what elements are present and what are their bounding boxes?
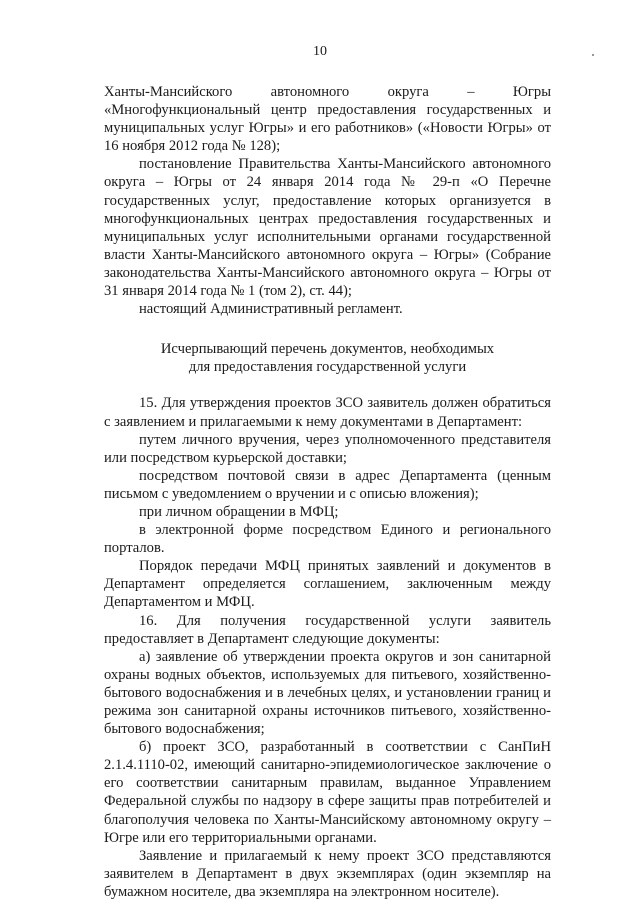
paragraph-16: 16. Для получения государственной услуги заявитель предоставляет в Департамент следующие документы: (104, 612, 551, 647)
section-heading-line-2: для предоставления государственной услуги (188, 359, 467, 376)
paragraph-personal-delivery: путем личного вручения, через уполномоченного представителя или посредством курьерской доставки; (104, 431, 551, 466)
page-number: 10 (313, 44, 327, 59)
paragraph-item-b: б) проект ЗСО, разработанный в соответствии с СанПиН 2.1.4.1110-02, имеющий санитарно-эпидемиологическое заключение о его соответствии санитарным правилам, выданное Управлением Федеральной службы по надзору в сфере защиты прав потребителей и благополучия человека по Ханты-Мансийскому автономному округу – Югре или его территориальными органами. (104, 739, 551, 846)
paragraph-item-a: а) заявление об утверждении проекта округов и зон санитарной охраны водных объектов, используемых для питьевого, хозяйственно-бытового водоснабжения и в лечебных целях, и установлении границ и режима зон санитарной охраны источников питьевого, хозяйственно-бытового водоснабжения; (104, 648, 551, 738)
paragraph-electronic: в электронной форме посредством Единого и регионального порталов. (104, 522, 551, 557)
paragraph-copies: Заявление и прилагаемый к нему проект ЗСО представляются заявителем в Департамент в двух экземплярах (один экземпляр на бумажном носителе, два экземпляра на электронном носителе). (104, 847, 551, 900)
paragraph-mfc: при личном обращении в МФЦ; (139, 503, 339, 520)
paragraph-15: 15. Для утверждения проектов ЗСО заявитель должен обратиться с заявлением и прилагаемыми к нему документами в Департамент: (104, 395, 551, 430)
paragraph-transfer-procedure: Порядок передачи МФЦ принятых заявлений и документов в Департамент определяется соглашением, заключенным между Департаментом и МФЦ. (104, 558, 551, 611)
section-heading (104, 340, 551, 376)
document-body (104, 83, 551, 901)
paragraph-intro-3: настоящий Административный регламент. (139, 301, 403, 318)
paragraph-postal: посредством почтовой связи в адрес Департамента (ценным письмом с уведомлением о вручении и с описью вложения); (104, 467, 551, 502)
section-heading-line-1: Исчерпывающий перечень документов, необходимых (160, 341, 495, 358)
paragraph-intro-1: Ханты-Мансийского автономного округа – Югры «Многофункциональный центр предоставления государственных и муниципальных услуг Югры» и его работников» («Новости Югры» от 16 ноября 2012 года № 128); (104, 84, 551, 155)
paragraph-intro-2: постановление Правительства Ханты-Мансийского автономного округа – Югры от 24 января 2014 года № 29-п «О Перечне государственных услуг, предоставление которых организуется в многофункциональных центрах предоставления государственных и муниципальных услуг исполнительными органами государственной власти Ханты-Мансийского автономного округа – Югры» (Собрание законодательства Ханты-Мансийского автономного округа – Югры от 31 января 2014 года № 1 (том 2), ст. 44); (104, 156, 551, 300)
scan-speck (592, 54, 594, 56)
